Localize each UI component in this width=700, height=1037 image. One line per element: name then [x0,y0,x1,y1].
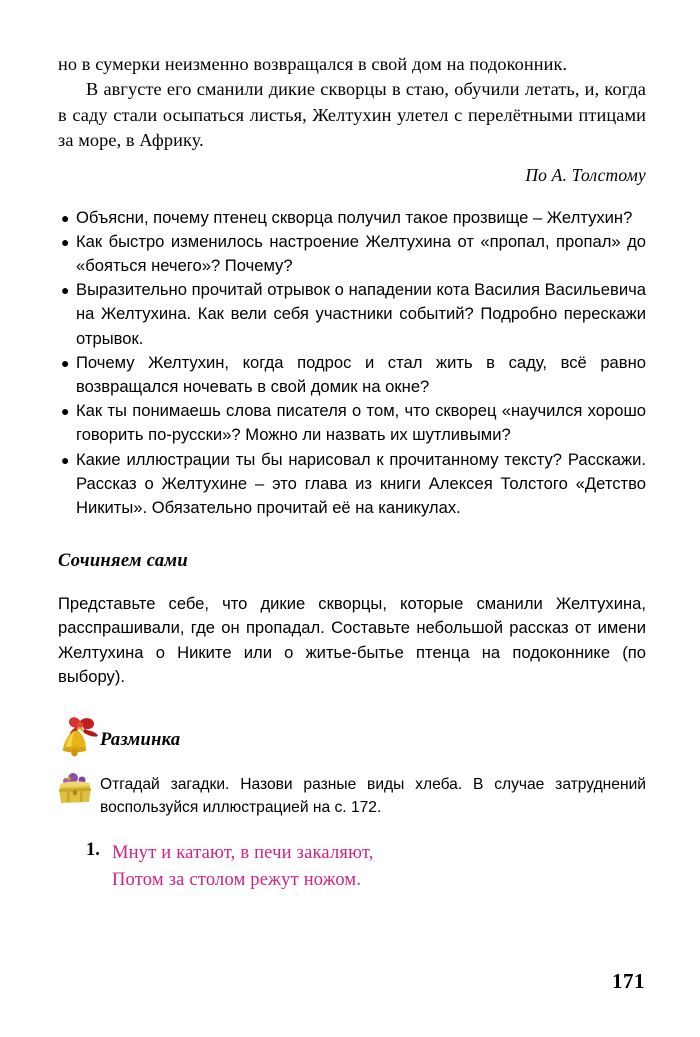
question-text: Объясни, почему птенец скворца получил такое прозвище – Желтухин? [76,207,633,227]
riddle-number: 1. [86,840,100,861]
bullet-icon: ● [61,354,70,371]
story-paragraph-continuation: но в сумерки неизменно возвращался в свой дом на подоконник. [58,54,568,74]
treasure-chest-icon [55,771,95,805]
compose-section-body: Представьте себе, что дикие скворцы, которые сманили Желтухина, расспрашивали, где он пропадал. Составьте небольшой рассказ от имени Желтухина о Никите или о житье-бытье птенца на подоконнике (по выбору). [58,594,646,686]
bullet-icon: ● [61,403,70,420]
warmup-section-heading: Разминка [100,729,181,750]
question-item [58,448,646,521]
question-item [58,206,646,230]
story-paragraph-august: В августе его сманили дикие скворцы в стаю, обучили летать, и, когда в саду стали осыпаться листья, Желтухин улетел с перелётными птицами за море, в Африку. [58,79,646,151]
riddle-list [58,840,646,894]
question-list [58,206,646,521]
question-item [58,399,646,447]
compose-section-heading: Сочиняем сами [58,551,188,572]
story-attribution: По А. Толстому [525,164,646,185]
riddle-text [112,840,646,894]
page-number: 171 [612,969,645,993]
question-text: Почему Желтухин, когда подрос и стал жить в саду, всё равно возвращался ночевать в свой домик на окне? [76,352,646,397]
riddle-line: Мнут и катают, в печи закаляют, [112,843,374,864]
riddle-item [86,840,646,894]
question-text: Как быстро изменилось настроение Желтухина от «пропал, пропал» до «бояться нечего»? Почему? [76,231,646,276]
page-content [58,52,646,894]
bullet-icon: ● [61,233,70,250]
question-item [58,351,646,399]
warmup-section-header [58,723,646,757]
bullet-icon: ● [61,282,70,299]
bullet-icon: ● [61,209,70,226]
bullet-icon: ● [61,451,70,468]
question-text: Выразительно прочитай отрывок о нападении кота Василия Васильевича на Желтухина. Как вели себя участники событий? Подробно перескажи отрывок. [76,280,646,348]
story-text [58,52,646,154]
question-text: Как ты понимаешь слова писателя о том, что скворец «научился хорошо говорить по-русски»? Можно ли назвать их шутливыми? [76,401,646,445]
question-item [58,230,646,278]
question-item [58,278,646,351]
riddle-line: Потом за столом режут ножом. [112,870,362,891]
warmup-task [58,774,646,819]
bell-with-red-ribbon-icon [56,717,100,759]
warmup-task-text: Отгадай загадки. Назови разные виды хлеба. В случае затруднений воспользуйся иллюстрацией на с. 172. [100,776,646,816]
question-text: Какие иллюстрации ты бы нарисовал к прочитанному тексту? Расскажи. Рассказ о Желтухине – это глава из книги Алексея Толстого «Детство Никиты». Обязательно прочитай её на каникулах. [76,449,646,518]
